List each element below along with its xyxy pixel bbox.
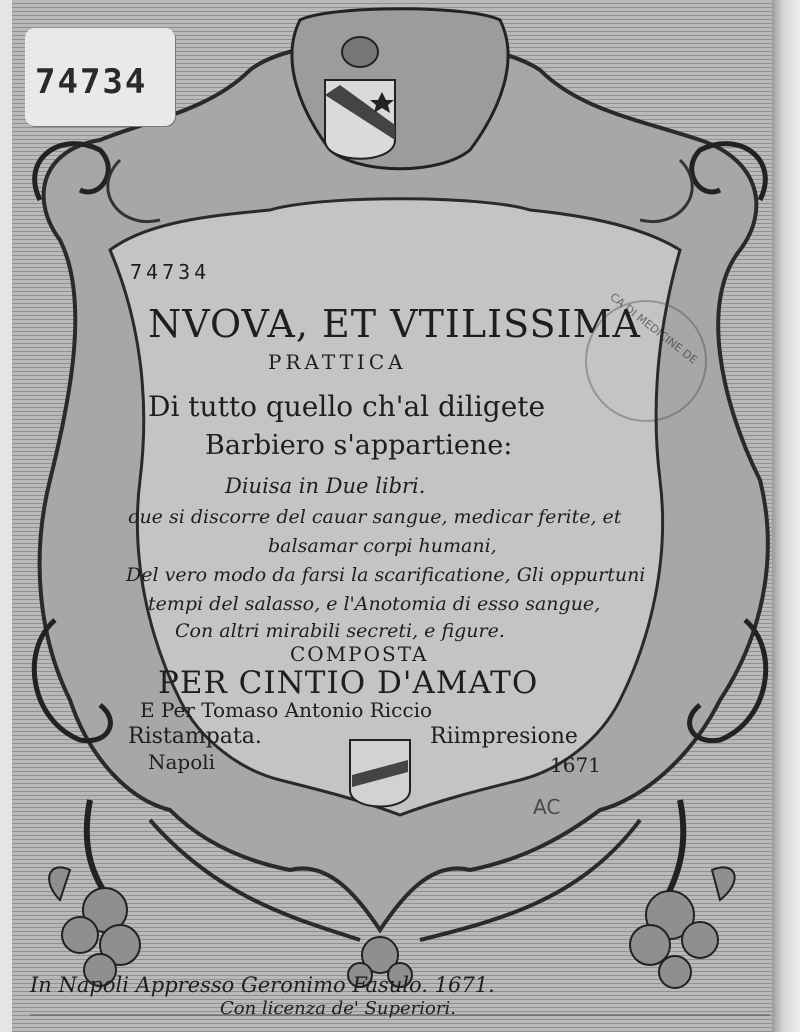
composed-label: COMPOSTA — [290, 642, 429, 666]
title-line-1: NVOVA, ET VTILISSIMA — [148, 302, 641, 346]
reprint-right: Riimpresione — [430, 724, 578, 749]
title-line-2: PRATTICA — [268, 350, 407, 374]
place-year: 1671 — [550, 753, 601, 777]
handwritten-mark: AC — [533, 795, 561, 819]
description-line-1: oue si discorre del cauar sangue, medicar ferite, et — [128, 506, 622, 528]
inventory-number: 74734 — [130, 260, 211, 284]
co-author-line: E Per Tomaso Antonio Riccio — [140, 698, 433, 722]
library-label-number: 74734 — [35, 62, 148, 102]
subtitle-line-1: Di tutto quello ch'al diligete — [148, 390, 546, 423]
imprint-line-1: In Napoli Appresso Geronimo Fasulo. 1671. — [30, 973, 495, 997]
division-line: Diuisa in Due libri. — [225, 474, 426, 498]
reprint-left: Ristampata. — [128, 724, 262, 749]
library-label — [25, 28, 175, 126]
description-line-4: tempi del salasso, e l'Anotomia di esso sangue, — [148, 593, 601, 615]
subtitle-line-2: Barbiero s'appartiene: — [205, 430, 513, 461]
description-line-2: balsamar corpi humani, — [268, 535, 497, 557]
description-line-3: Del vero modo da farsi la scarificatione, Gli oppurtuni — [126, 564, 646, 586]
description-line-5: Con altri mirabili secreti, e figure. — [175, 620, 505, 642]
imprint-line-2: Con licenza de' Superiori. — [220, 998, 456, 1019]
place-left: Napoli — [148, 750, 216, 774]
library-stamp-text: CA DI MEDICINE DE — [607, 290, 700, 367]
author-line: PER CINTIO D'AMATO — [158, 665, 539, 701]
